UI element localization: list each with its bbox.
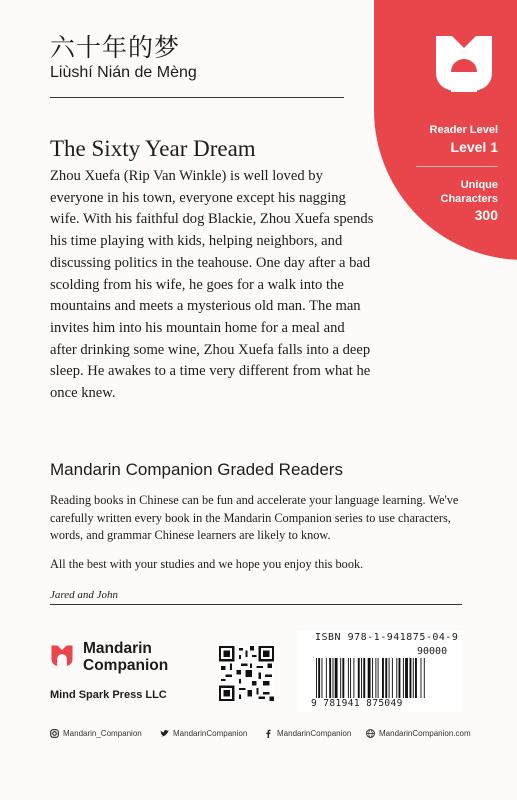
unique-label-line1: Unique [460, 179, 498, 191]
publisher-name-line2: Companion [83, 657, 169, 674]
price-code: 90000 [417, 646, 448, 657]
qr-code-icon [219, 646, 274, 701]
instagram-icon [50, 729, 59, 738]
footer-divider [50, 604, 462, 605]
series-closing: All the best with your studies and we hope you enjoy this book. [50, 557, 364, 571]
reader-level-value: Level 1 [450, 139, 498, 155]
website-handle: MandarinCompanion.com [379, 729, 471, 738]
publisher-name-line1: Mandarin [83, 640, 152, 657]
header-divider [50, 97, 344, 98]
signature: Jared and John [50, 589, 119, 601]
press-name: Mind Spark Press LLC [50, 689, 167, 701]
social-facebook[interactable] [264, 729, 351, 738]
facebook-icon [264, 729, 273, 738]
isbn: ISBN 978-1-941875-04-9 [315, 632, 459, 643]
barcode-number: 9 781941 875049 [311, 698, 403, 709]
unique-characters-value: 300 [474, 207, 498, 223]
book-summary: Zhou Xuefa (Rip Van Winkle) is well loved by everyone in his town, everyone except his nagging wife. With his faithful dog Blackie, Zhou Xuefa spends his time playing with kids, helping neighbors, and discussing politics in the teahouse. One day after a bad scolding from his wife, he goes for a walk into the mountains and meets a mysterious old man. The man invites him into his mountain home for a meal and after drinking some wine, Zhou Xuefa falls into a deep sleep. He awakes to a time very different from what he once knew. [50, 168, 374, 402]
publisher-logo-icon [50, 643, 74, 669]
reader-level-label: Reader Level [429, 124, 498, 136]
unique-characters-label [441, 178, 498, 206]
series-intro: Reading books in Chinese can be fun and accelerate your language learning. We've carefully written every book in the Mandarin Companion series to use characters, words, and grammar Chinese learners are likely to know. [50, 493, 459, 542]
chinese-title: 六十年的梦 [50, 33, 181, 62]
social-website[interactable] [366, 729, 471, 738]
mandarin-companion-logo-icon [432, 32, 496, 96]
pinyin-title: Liùshí Nián de Mèng [50, 64, 197, 81]
social-instagram[interactable] [50, 729, 142, 738]
unique-label-line2: Characters [440, 193, 498, 205]
book-title: The Sixty Year Dream [50, 136, 256, 161]
series-title: Mandarin Companion Graded Readers [50, 460, 343, 479]
publisher-name [83, 640, 168, 674]
twitter-handle: MandarinCompanion [173, 729, 248, 738]
social-links [50, 729, 470, 743]
barcode-icon [316, 658, 464, 698]
badge-divider [416, 166, 498, 167]
twitter-icon [160, 729, 169, 738]
facebook-handle: MandarinCompanion [277, 729, 352, 738]
globe-icon [366, 729, 375, 738]
social-twitter[interactable] [160, 729, 247, 738]
instagram-handle: Mandarin_Companion [63, 729, 142, 738]
